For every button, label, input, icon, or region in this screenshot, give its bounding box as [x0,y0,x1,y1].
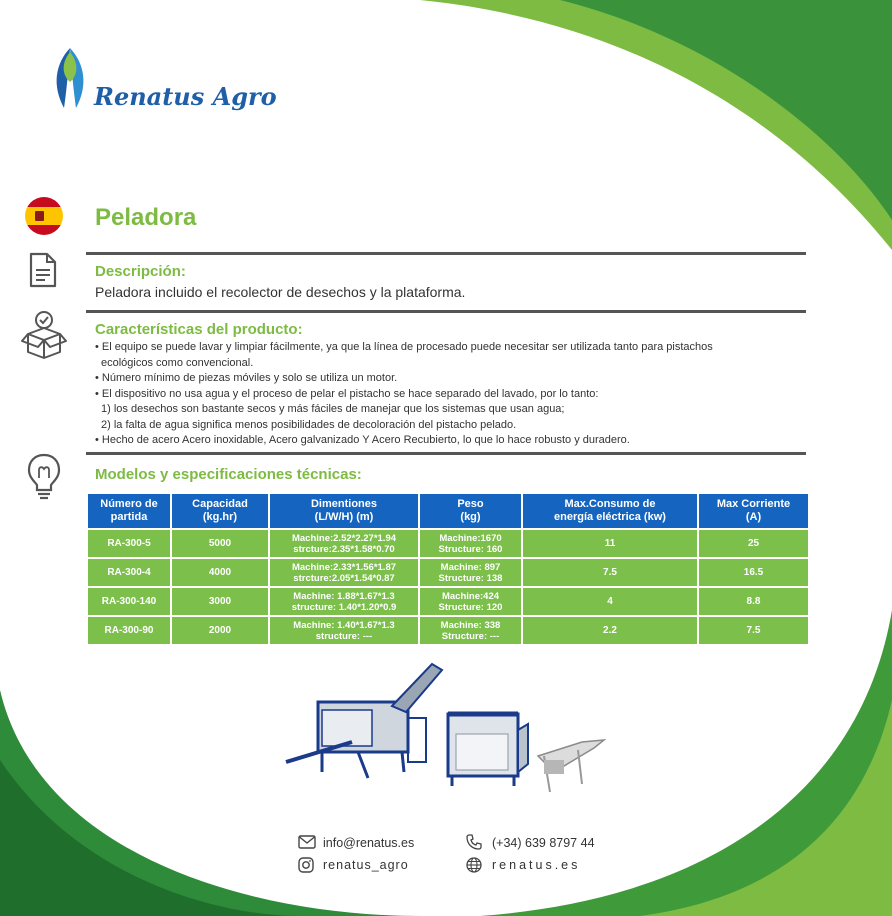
table-row [88,530,808,557]
capacity-cell: 2000 [172,617,268,644]
instagram-icon [298,857,314,873]
table-header-row [88,494,808,528]
capacity-cell: 3000 [172,588,268,615]
model-cell: RA-300-90 [88,617,170,644]
column-header: Max Corriente (A) [699,494,808,528]
description-heading: Descripción: [95,263,186,280]
weight-cell: Machine: 897 Structure: 138 [420,559,521,586]
instagram-handle[interactable]: renatus_agro [323,858,409,872]
model-cell: RA-300-140 [88,588,170,615]
divider [86,310,806,313]
model-cell: RA-300-5 [88,530,170,557]
feature-line: • Número mínimo de piezas móviles y solo se utiliza un motor. [95,372,398,384]
globe-icon [466,857,482,873]
column-header: Max.Consumo de energía eléctrica (kw) [523,494,697,528]
lightbulb-icon [26,452,62,502]
feature-line: 2) la falta de agua significa menos posibilidades de decoloración del pistacho pelado. [101,418,517,431]
leaf-logo-icon [50,46,90,116]
column-header: Número de partida [88,494,170,528]
power-cell: 2.2 [523,617,697,644]
models-heading: Modelos y especificaciones técnicas: [95,466,362,483]
table-row [88,617,808,644]
current-cell: 7.5 [699,617,808,644]
spain-flag-icon [25,197,63,235]
dimensions-cell: Machine:2.52*2.27*1.94 strcture:2.35*1.58*0.70 [270,530,418,557]
divider [86,452,806,455]
peeler-machine-image [448,714,528,786]
column-header: Dimentiones (L/W/H) (m) [270,494,418,528]
machine-photos [282,660,612,800]
power-cell: 11 [523,530,697,557]
feature-line: • El dispositivo no usa agua y el proceso de pelar el pistacho se hace separado del lavado, por lo tanto: [95,387,599,400]
specifications-table [86,492,810,646]
waste-collector-image [538,740,604,792]
power-cell: 7.5 [523,559,697,586]
current-cell: 25 [699,530,808,557]
current-cell: 8.8 [699,588,808,615]
feature-line: • Hecho de acero Acero inoxidable, Acero galvanizado Y Acero Recubierto, lo que lo hace robusto y duradero. [95,434,630,446]
website-link[interactable]: renatus.es [492,858,581,872]
table-row [88,588,808,615]
email-icon [298,835,316,849]
model-cell: RA-300-4 [88,559,170,586]
feature-line: 1) los desechos son bastante secos y más fáciles de manejar que los sistemas que usan agua; [101,403,565,415]
phone-number[interactable]: (+34) 639 8797 44 [492,836,595,850]
table-row [88,559,808,586]
peeler-with-conveyor-image [286,664,442,778]
current-cell: 16.5 [699,559,808,586]
weight-cell: Machine:1670 Structure: 160 [420,530,521,557]
email-link[interactable]: info@renatus.es [323,836,415,850]
dimensions-cell: Machine: 1.40*1.67*1.3 structure: --- [270,617,418,644]
weight-cell: Machine: 338 Structure: --- [420,617,521,644]
feature-line: ecológicos como convencional. [101,356,254,369]
dimensions-cell: Machine:2.33*1.56*1.87 strcture:2.05*1.54*0.87 [270,559,418,586]
document-icon [27,252,59,288]
features-heading: Características del producto: [95,321,303,338]
dimensions-cell: Machine: 1.88*1.67*1.3 structure: 1.40*1.20*0.9 [270,588,418,615]
phone-icon [466,834,482,850]
column-header: Capacidad (kg.hr) [172,494,268,528]
power-cell: 4 [523,588,697,615]
capacity-cell: 5000 [172,530,268,557]
product-box-icon [20,310,68,360]
product-title: Peladora [95,204,197,231]
divider [86,252,806,255]
features-list [95,340,815,449]
capacity-cell: 4000 [172,559,268,586]
weight-cell: Machine:424 Structure: 120 [420,588,521,615]
description-text: Peladora incluido el recolector de desechos y la plataforma. [95,284,466,300]
column-header: Peso (kg) [420,494,521,528]
brand-name: Renatus Agro [94,82,277,111]
feature-line: • El equipo se puede lavar y limpiar fácilmente, ya que la línea de procesado puede necesitar ser utilizada tanto para pistachos [95,341,713,353]
